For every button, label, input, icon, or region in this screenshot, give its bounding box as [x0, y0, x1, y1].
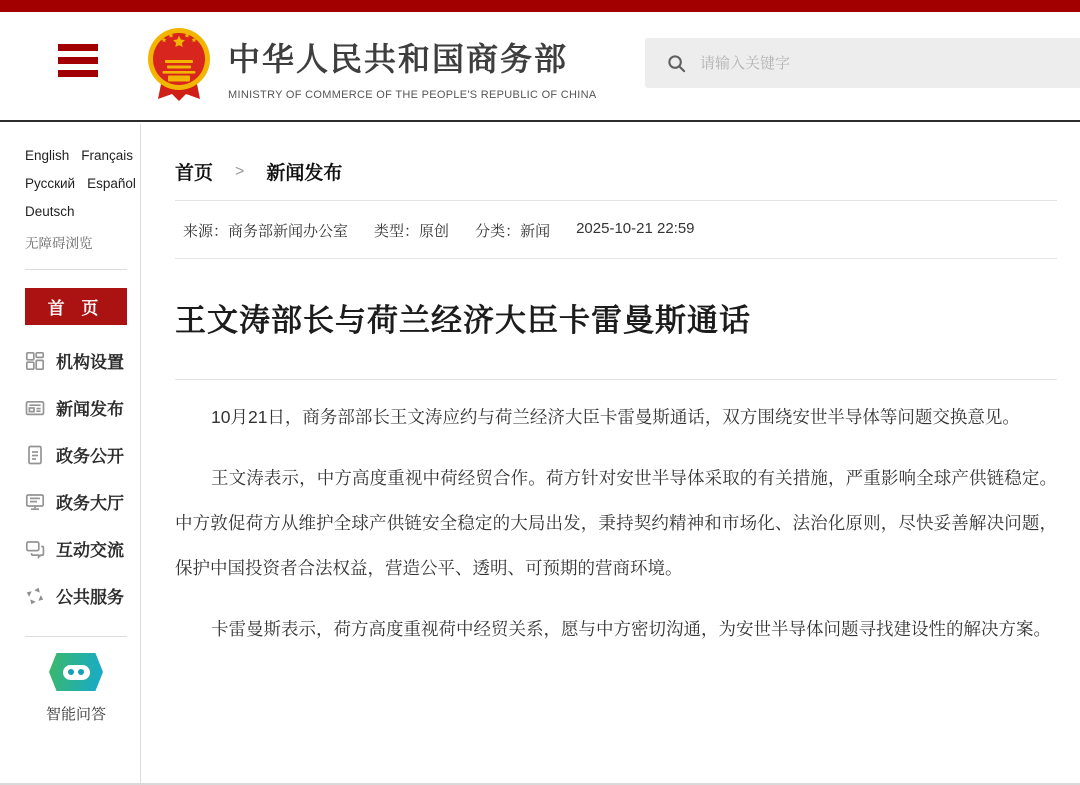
sidebar-item-label: 互动交流	[56, 541, 124, 560]
lang-deutsch[interactable]: Deutsch	[25, 204, 75, 219]
article-paragraph: 10月21日，商务部部长王文涛应约与荷兰经济大臣卡雷曼斯通话，双方围绕安世半导体等问题交换意见。	[211, 407, 1020, 427]
lang-russian[interactable]: Русский	[25, 176, 76, 191]
language-links-row	[25, 176, 140, 191]
breadcrumb-separator-icon: >	[235, 162, 245, 180]
sidebar-item-institutions[interactable]	[25, 337, 140, 384]
smart-qa-widget[interactable]	[25, 653, 127, 724]
sidebar-item-public-services[interactable]	[25, 572, 140, 619]
sidebar-divider	[25, 636, 127, 637]
meta-category: 分类：新闻	[475, 223, 551, 240]
page-body	[0, 124, 1080, 785]
document-icon	[25, 445, 45, 465]
breadcrumb-home-link[interactable]: 首页	[175, 163, 214, 184]
sidebar-item-label: 公共服务	[56, 588, 124, 607]
sidebar-home-button[interactable]: 首 页	[25, 288, 127, 325]
search-input[interactable]	[700, 55, 1080, 72]
site-subtitle: MINISTRY OF COMMERCE OF THE PEOPLE'S REPUBLIC OF CHINA	[228, 89, 597, 101]
national-emblem-logo	[147, 27, 211, 105]
sidebar-nav	[25, 337, 140, 619]
hamburger-menu-icon[interactable]	[58, 44, 98, 77]
accessibility-browse-link[interactable]: 无障碍浏览	[25, 236, 93, 251]
search-box[interactable]	[645, 38, 1080, 88]
sidebar-item-interaction[interactable]	[25, 525, 140, 572]
search-icon	[667, 54, 686, 73]
brand-text	[228, 34, 597, 101]
sidebar-item-gov-disclosure[interactable]	[25, 431, 140, 478]
sidebar-item-label: 政务公开	[56, 447, 124, 466]
chat-icon	[25, 539, 45, 559]
main-content	[175, 124, 1057, 668]
language-links-row	[25, 148, 140, 163]
article-body	[175, 395, 1057, 652]
robot-assistant-icon	[49, 653, 103, 691]
meta-type: 类型：原创	[374, 223, 450, 240]
language-links-row	[25, 204, 140, 219]
news-icon	[25, 398, 45, 418]
top-red-bar	[0, 0, 1080, 12]
sidebar-divider	[25, 269, 127, 270]
lang-english[interactable]: English	[25, 148, 70, 163]
sidebar-item-label: 政务大厅	[56, 494, 124, 513]
article-meta	[175, 220, 1057, 241]
sidebar-item-news[interactable]	[25, 384, 140, 431]
lang-francais[interactable]: Français	[81, 148, 134, 163]
sidebar	[0, 124, 141, 785]
org-grid-icon	[25, 351, 45, 371]
language-links-row	[25, 232, 140, 252]
breadcrumb-divider	[175, 200, 1057, 201]
smart-qa-label: 智能问答	[45, 706, 106, 723]
site-header	[0, 12, 1080, 122]
sidebar-item-label: 机构设置	[56, 353, 124, 372]
lang-espanol[interactable]: Español	[87, 176, 136, 191]
breadcrumb	[175, 158, 1057, 185]
public-service-icon	[25, 586, 45, 606]
title-divider	[175, 379, 1057, 380]
sidebar-item-label: 新闻发布	[56, 400, 124, 419]
meta-source: 来源：商务部新闻办公室	[183, 223, 349, 240]
site-title: 中华人民共和国商务部	[228, 41, 569, 77]
article-title: 王文涛部长与荷兰经济大臣卡雷曼斯通话	[175, 303, 751, 338]
article-paragraph: 王文涛表示，中方高度重视中荷经贸合作。荷方针对安世半导体采取的有关措施，严重影响全球产供链稳定。中方敦促荷方从维护全球产供链安全稳定的大局出发，秉持契约精神和市场化、法治化原则，尽快妥善解决问题，保护中国投资者合法权益，营造公平、透明、可预期的营商环境。	[175, 468, 1057, 578]
meta-datetime: 2025-10-21 22:59	[576, 220, 695, 237]
breadcrumb-current-link[interactable]: 新闻发布	[266, 163, 343, 184]
article-paragraph: 卡雷曼斯表示，荷方高度重视荷中经贸关系，愿与中方密切沟通，为安世半导体问题寻找建设性的解决方案。	[211, 619, 1051, 639]
service-hall-icon	[25, 492, 45, 512]
meta-divider	[175, 258, 1057, 259]
sidebar-item-service-hall[interactable]	[25, 478, 140, 525]
